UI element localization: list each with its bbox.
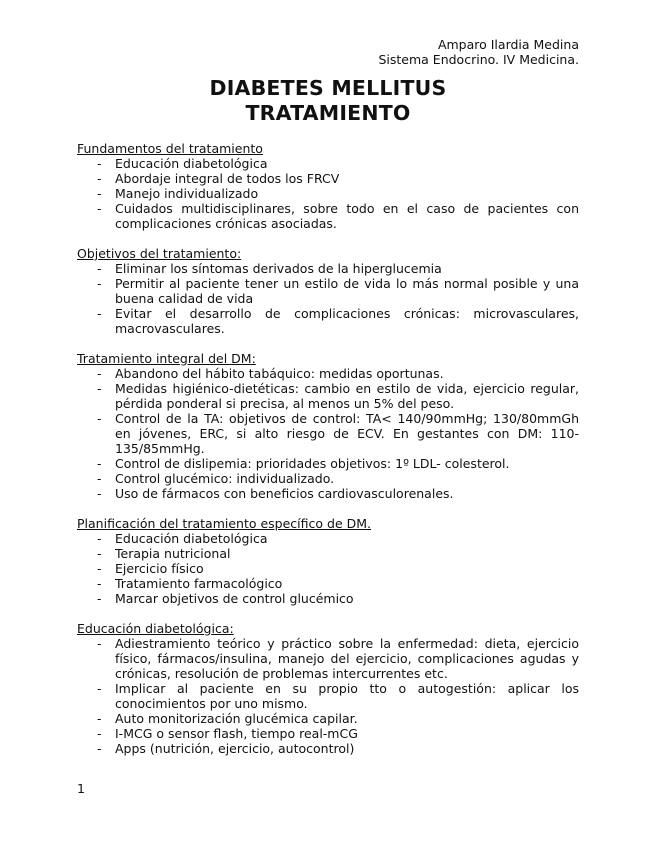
section (77, 141, 579, 231)
dash-bullet: - (97, 546, 102, 561)
section (77, 621, 579, 756)
dash-bullet: - (97, 681, 102, 696)
document-title (77, 76, 579, 126)
list-item-text: Control de la TA: objetivos de control: TA< 140/90mmHg; 130/80mmGh en jóvenes, ERC, si alto riesgo de ECV. En gestantes con DM: 110-135/85mmHg. (115, 411, 579, 456)
list-item-text: Evitar el desarrollo de complicaciones crónicas: microvasculares, macrovasculares. (115, 306, 579, 336)
section-heading: Objetivos del tratamiento: (77, 246, 242, 261)
list-item-text: Apps (nutrición, ejercicio, autocontrol) (115, 741, 355, 756)
dash-bullet: - (97, 471, 102, 486)
list-item (77, 741, 579, 756)
author-name: Amparo Ilardia Medina (437, 37, 579, 52)
dash-bullet: - (97, 726, 102, 741)
dash-bullet: - (97, 636, 102, 651)
dash-bullet: - (97, 711, 102, 726)
bullet-list (77, 531, 579, 606)
dash-bullet: - (97, 201, 102, 216)
list-item-text: Implicar al paciente en su propio tto o autogestión: aplicar los conocimientos por uno mismo. (115, 681, 579, 711)
dash-bullet: - (97, 261, 102, 276)
bullet-list (77, 156, 579, 231)
list-item (77, 681, 579, 711)
dash-bullet: - (97, 486, 102, 501)
list-item-text: Eliminar los síntomas derivados de la hiperglucemia (115, 261, 442, 276)
list-item-text: Educación diabetológica (115, 531, 268, 546)
bullet-list (77, 636, 579, 756)
title-line-2: TRATAMIENTO (245, 101, 411, 125)
list-item-text: Control de dislipemia: prioridades objetivos: 1º LDL- colesterol. (115, 456, 510, 471)
dash-bullet: - (97, 186, 102, 201)
list-item (77, 276, 579, 306)
dash-bullet: - (97, 366, 102, 381)
list-item-text: Permitir al paciente tener un estilo de vida lo más normal posible y una buena calidad de vida (115, 276, 579, 306)
list-item (77, 201, 579, 231)
dash-bullet: - (97, 741, 102, 756)
list-item (77, 561, 579, 576)
list-item-text: Medidas higiénico-dietéticas: cambio en estilo de vida, ejercicio regular, pérdida ponderal si precisa, al menos un 5% del peso. (115, 381, 579, 411)
list-item (77, 171, 579, 186)
list-item (77, 591, 579, 606)
list-item-text: Educación diabetológica (115, 156, 268, 171)
list-item-text: Auto monitorización glucémica capilar. (115, 711, 358, 726)
bullet-list (77, 366, 579, 501)
dash-bullet: - (97, 591, 102, 606)
list-item (77, 546, 579, 561)
list-item-text: I-MCG o sensor flash, tiempo real-mCG (115, 726, 358, 741)
list-item (77, 456, 579, 471)
list-item-text: Adiestramiento teórico y práctico sobre la enfermedad: dieta, ejercicio físico, fármacos/insulina, manejo del ejercicio, complicaciones agudas y crónicas, resolución de problemas intercurrentes etc. (115, 636, 579, 681)
dash-bullet: - (97, 456, 102, 471)
dash-bullet: - (97, 531, 102, 546)
dash-bullet: - (97, 561, 102, 576)
page-header (378, 37, 579, 67)
section-heading: Planificación del tratamiento específico de DM. (77, 516, 372, 531)
list-item-text: Terapia nutricional (115, 546, 231, 561)
list-item (77, 471, 579, 486)
document-page (77, 0, 579, 848)
section (77, 516, 579, 606)
document-body (77, 141, 579, 771)
list-item-text: Tratamiento farmacológico (115, 576, 283, 591)
dash-bullet: - (97, 411, 102, 426)
list-item-text: Cuidados multidisciplinares, sobre todo en el caso de pacientes con complicaciones crónicas asociadas. (115, 201, 579, 231)
list-item (77, 531, 579, 546)
list-item (77, 486, 579, 501)
list-item-text: Marcar objetivos de control glucémico (115, 591, 354, 606)
section (77, 351, 579, 501)
list-item-text: Ejercicio físico (115, 561, 204, 576)
list-item (77, 381, 579, 411)
section-heading: Tratamiento integral del DM: (77, 351, 256, 366)
list-item-text: Abandono del hábito tabáquico: medidas oportunas. (115, 366, 444, 381)
bullet-list (77, 261, 579, 336)
list-item (77, 366, 579, 381)
dash-bullet: - (97, 576, 102, 591)
list-item (77, 306, 579, 336)
list-item (77, 636, 579, 681)
list-item (77, 726, 579, 741)
dash-bullet: - (97, 171, 102, 186)
list-item-text: Control glucémico: individualizado. (115, 471, 335, 486)
page-number: 1 (77, 781, 85, 796)
dash-bullet: - (97, 381, 102, 396)
dash-bullet: - (97, 156, 102, 171)
section-heading: Fundamentos del tratamiento (77, 141, 263, 156)
section (77, 246, 579, 336)
dash-bullet: - (97, 276, 102, 291)
list-item-text: Uso de fármacos con beneficios cardiovasculorenales. (115, 486, 454, 501)
list-item (77, 186, 579, 201)
title-line-1: DIABETES MELLITUS (209, 76, 447, 100)
list-item (77, 156, 579, 171)
dash-bullet: - (97, 306, 102, 321)
list-item-text: Abordaje integral de todos los FRCV (115, 171, 340, 186)
course-name: Sistema Endocrino. IV Medicina. (378, 52, 579, 67)
list-item (77, 711, 579, 726)
list-item-text: Manejo individualizado (115, 186, 259, 201)
section-heading: Educación diabetológica: (77, 621, 234, 636)
list-item (77, 576, 579, 591)
list-item (77, 411, 579, 456)
list-item (77, 261, 579, 276)
